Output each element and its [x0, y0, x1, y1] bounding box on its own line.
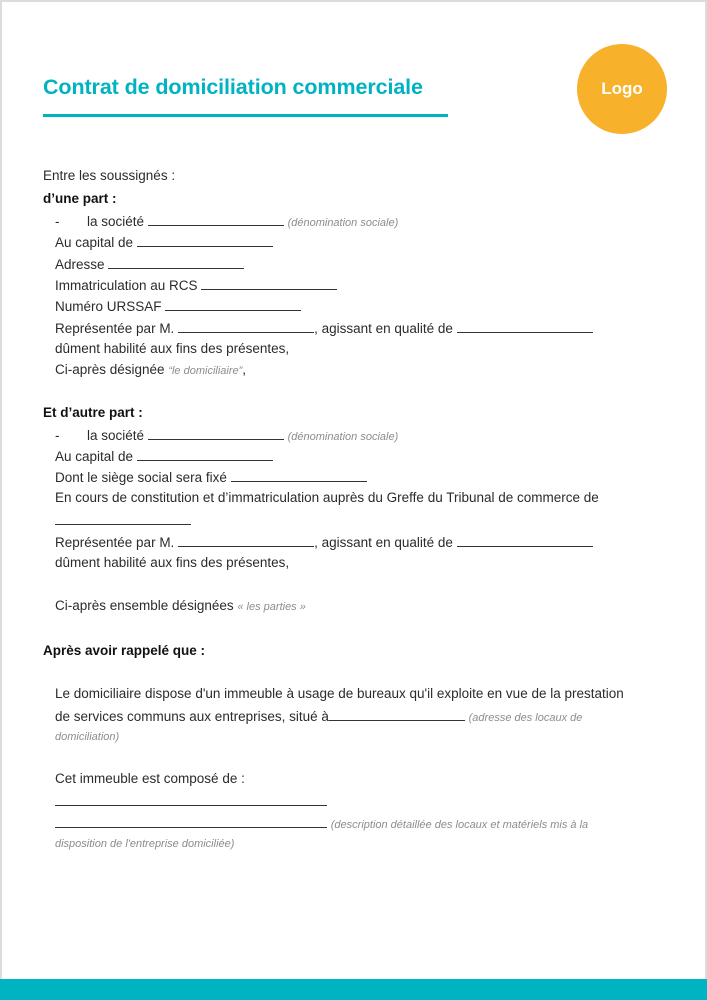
party1-capital-label: Au capital de [55, 235, 134, 250]
party1-designated-hint: “le domiciliaire” [168, 365, 243, 377]
parties-designation-hint: « les parties » [237, 601, 306, 613]
party1-capital-field[interactable] [137, 234, 273, 247]
party1-representative-line [55, 320, 593, 336]
party1-company-field[interactable] [148, 213, 284, 226]
party2-capital-label: Au capital de [55, 449, 134, 464]
party2-company-field[interactable] [148, 427, 284, 440]
premises-address-hint-cont: domiciliation) [55, 731, 120, 743]
party2-registration: En cours de constitution et d’immatriculation auprès du Greffe du Tribunal de commerce de [55, 490, 599, 505]
party1-capital-line [55, 234, 273, 250]
party2-representative-line [55, 534, 593, 550]
party1-address-label: Adresse [55, 257, 105, 272]
intro-text: Entre les soussignés : [43, 168, 176, 183]
recital1-line1: Le domiciliaire dispose d'un immeuble à usage de bureaux qu'il exploite en vue de la prestation [55, 686, 624, 701]
party2-represented-label: Représentée par M. [55, 535, 175, 550]
premises-description-field-1[interactable] [55, 793, 327, 806]
party2-representative-field[interactable] [178, 534, 314, 547]
party1-designated-end: , [242, 362, 247, 377]
footer-bar [0, 979, 707, 1000]
document-title: Contrat de domiciliation commerciale [43, 75, 423, 99]
party1-urssaf-field[interactable] [165, 298, 301, 311]
party1-urssaf-line [55, 298, 301, 314]
premises-address-hint: (adresse des locaux de [468, 712, 583, 724]
party2-seat-label: Dont le siège social sera fixé [55, 470, 227, 485]
party2-heading: Et d’autre part : [43, 405, 143, 420]
party1-company-label: la société [87, 214, 145, 229]
bullet-dash: - [55, 428, 60, 443]
party2-authorized: dûment habilité aux fins des présentes, [55, 555, 290, 570]
recitals-heading: Après avoir rappelé que : [43, 643, 206, 658]
parties-designation-line [55, 598, 306, 613]
party1-represented-label: Représentée par M. [55, 321, 175, 336]
description-line1 [55, 793, 327, 809]
party1-company-hint: (dénomination sociale) [287, 217, 399, 229]
party1-designated-label: Ci-après désignée [55, 362, 165, 377]
logo-placeholder [577, 44, 667, 134]
description-line2 [55, 815, 588, 831]
party2-role-field[interactable] [457, 534, 593, 547]
recital1-location-label: de services communs aux entreprises, situé à [55, 709, 329, 724]
party2-seat-line [55, 469, 367, 485]
party1-authorized: dûment habilité aux fins des présentes, [55, 341, 290, 356]
party1-heading: d’une part : [43, 191, 117, 206]
premises-description-field-2[interactable] [55, 815, 327, 828]
party1-acting-label: , agissant en qualité de [314, 321, 453, 336]
party2-tribunal-line [55, 512, 191, 528]
party2-seat-field[interactable] [231, 469, 367, 482]
party1-rcs-line [55, 277, 337, 293]
party2-company-label: la société [87, 428, 145, 443]
party2-company-line [55, 427, 398, 443]
party1-rcs-field[interactable] [201, 277, 337, 290]
party1-rcs-label: Immatriculation au RCS [55, 278, 198, 293]
party1-representative-field[interactable] [178, 320, 314, 333]
party1-address-field[interactable] [108, 256, 244, 269]
party1-company-line [55, 213, 398, 229]
title-underline [43, 114, 448, 117]
party1-role-field[interactable] [457, 320, 593, 333]
premises-address-field[interactable] [329, 708, 465, 721]
party1-address-line [55, 256, 244, 272]
party2-tribunal-field[interactable] [55, 512, 191, 525]
bullet-dash: - [55, 214, 60, 229]
recital2-text: Cet immeuble est composé de : [55, 771, 245, 786]
recital1-line2 [55, 708, 582, 724]
party1-designated-line [55, 362, 246, 377]
party2-capital-field[interactable] [137, 448, 273, 461]
party2-capital-line [55, 448, 273, 464]
party2-company-hint: (dénomination sociale) [287, 431, 399, 443]
premises-description-hint-cont: disposition de l'entreprise domiciliée) [55, 838, 235, 850]
parties-designation-label: Ci-après ensemble désignées [55, 598, 234, 613]
premises-description-hint: (description détaillée des locaux et matériels mis à la [330, 819, 589, 831]
party1-urssaf-label: Numéro URSSAF [55, 299, 162, 314]
logo-label: Logo [601, 79, 643, 98]
party2-acting-label: , agissant en qualité de [314, 535, 453, 550]
